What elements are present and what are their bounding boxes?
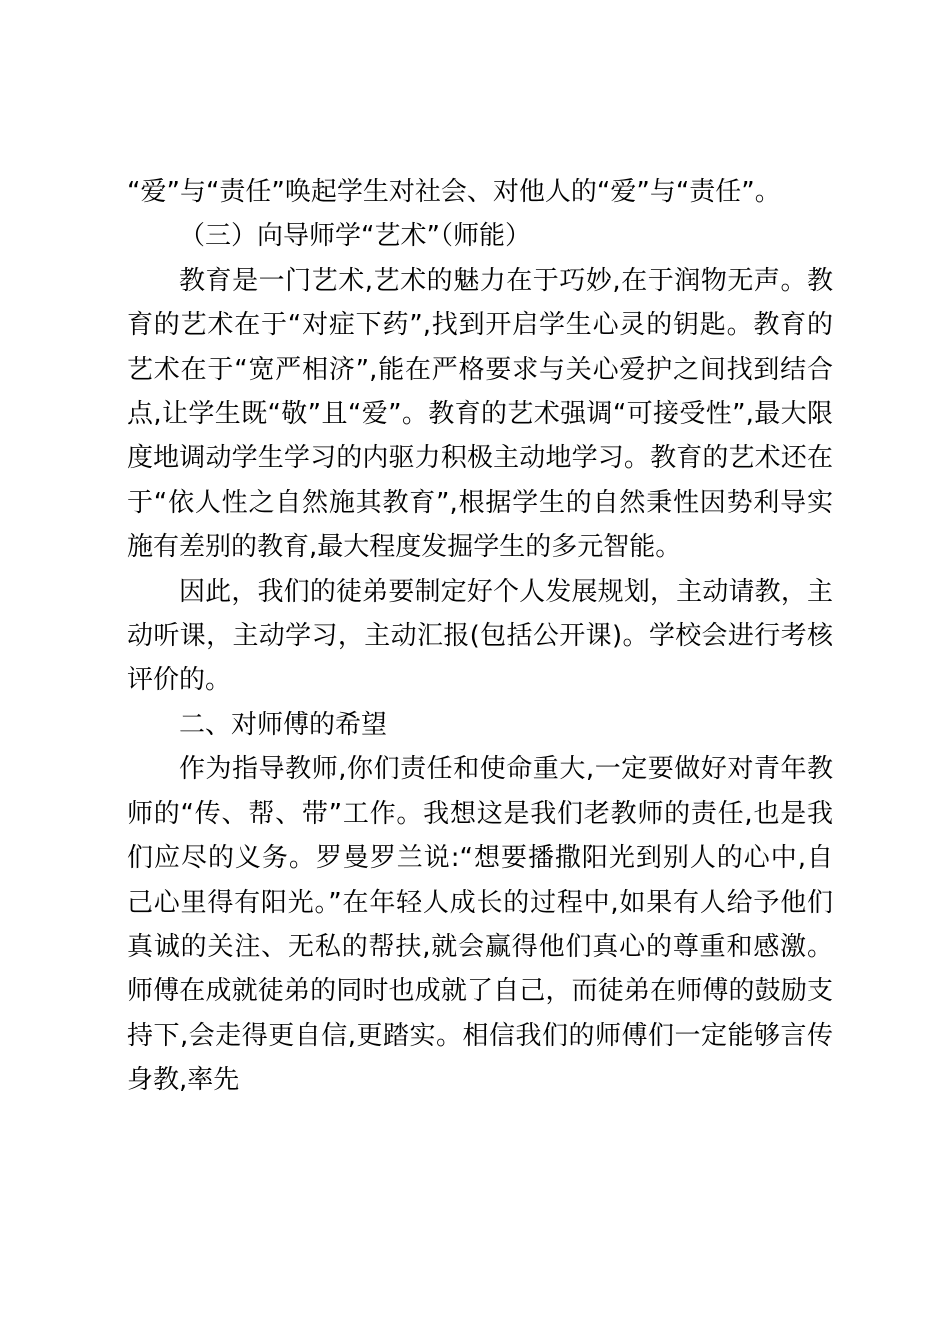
section-heading-2: 二、对师傅的希望 [179,709,388,740]
section-heading-3: （三）向导师学“艺术”（师能） [179,221,531,252]
paragraph-apprentice-requirements: 因此，我们的徒弟要制定好个人发展规划，主动请教，主动听课，主动学习，主动汇报(包括公开课)。学校会进行考核评价的。 [127,576,833,696]
paragraph-mentor-hopes: 作为指导教师,你们责任和使命重大,一定要做好对青年教师的“传、帮、带”工作。我想这是我们老教师的责任,也是我们应尽的义务。罗曼罗兰说:“想要播撒阳光到别人的心中,自己心里得有阳光。”在年轻人成长的过程中,如果有人给予他们真诚的关注、无私的帮扶,就会赢得他们真心的尊重和感激。师傅在成就徒弟的同时也成就了自己，而徒弟在师傅的鼓励支持下,会走得更自信,更踏实。相信我们的师傅们一定能够言传身教,率先 [127,754,833,1096]
paragraph-1: “爱”与“责任”唤起学生对社会、对他人的“爱”与“责任”。 [127,177,781,207]
document-body [127,170,833,1103]
paragraph-art-of-teaching: 教育是一门艺术,艺术的魅力在于巧妙,在于润物无声。教育的艺术在于“对症下药”,找到开启学生心灵的钥匙。教育的艺术在于“宽严相济”,能在严格要求与关心爱护之间找到结合点,让学生既“敬”且“爱”。教育的艺术强调“可接受性”,最大限度地调动学生学习的内驱力积极主动地学习。教育的艺术还在于“依人性之自然施其教育”,根据学生的自然秉性因势利导实施有差别的教育,最大程度发掘学生的多元智能。 [127,265,833,563]
